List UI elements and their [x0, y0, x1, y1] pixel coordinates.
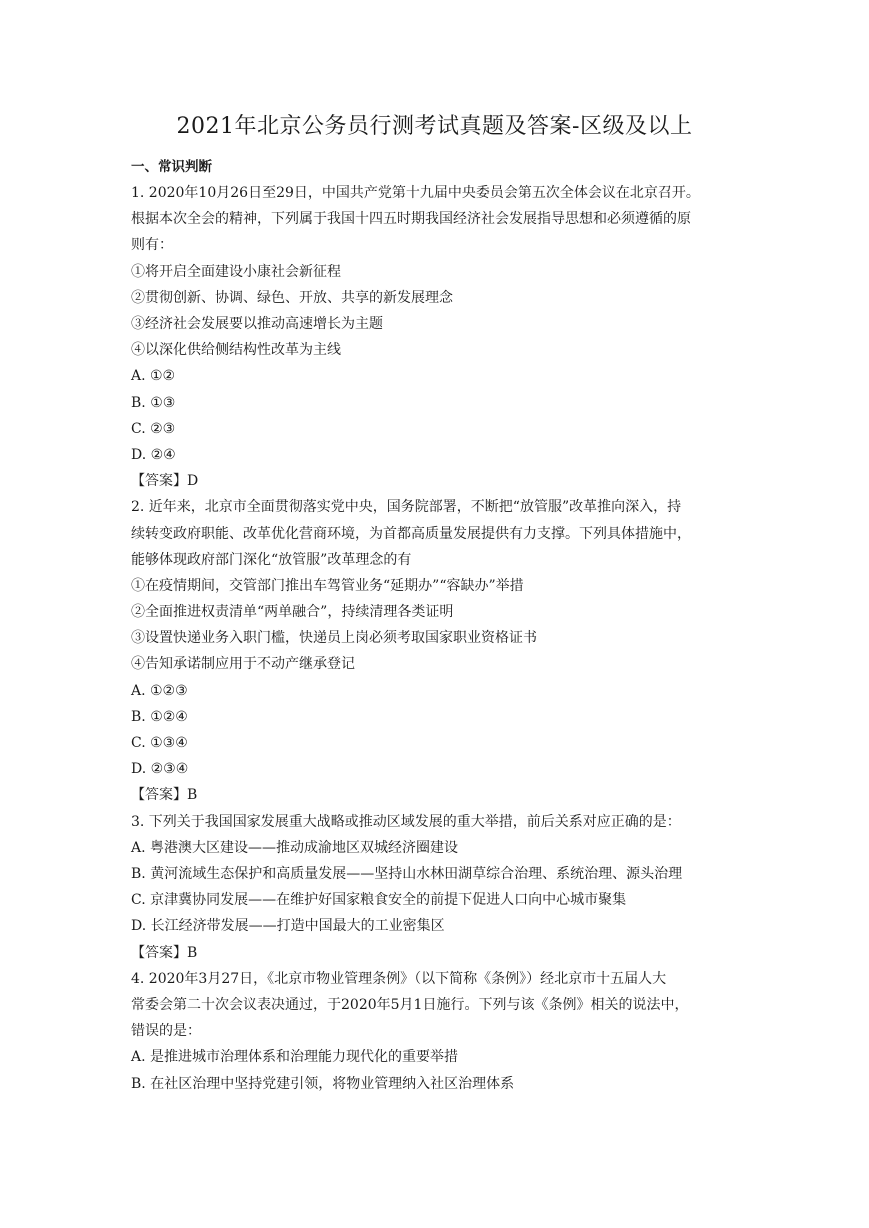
answer-option: B. ①③ [131, 394, 176, 411]
section-heading: 一、常识判断 [131, 159, 212, 175]
answer-key: 【答案】D [131, 473, 199, 490]
question-1 [131, 180, 743, 494]
answer-key: 【答案】B [131, 944, 198, 961]
answer-option: B. 在社区治理中坚持党建引领，将物业管理纳入社区治理体系 [131, 1075, 515, 1092]
answer-option: A. 粤港澳大区建设——推动成渝地区双城经济圈建设 [131, 839, 459, 856]
question-statement: ③经济社会发展要以推动高速增长为主题 [131, 315, 383, 332]
document-title: 2021年北京公务员行测考试真题及答案-区级及以上 [176, 114, 693, 139]
question-2 [131, 494, 743, 808]
answer-option: A. ①② [131, 368, 176, 385]
question-statement: ②全面推进权责清单“两单融合”，持续清理各类证明 [131, 604, 454, 621]
question-stem-line: 1. 2020年10月26日至29日，中国共产党第十九届中央委员会第五次全体会议在北京召开。 [131, 185, 700, 201]
question-stem-line: 根据本次全会的精神，下列属于我国十四五时期我国经济社会发展指导思想和必须遵循的原 [131, 211, 691, 228]
question-stem-line: 常委会第二十次会议表决通过，于2020年5月1日施行。下列与该《条例》相关的说法中， [131, 996, 689, 1013]
answer-option: D. 长江经济带发展——打造中国最大的工业密集区 [131, 918, 445, 935]
question-statement: ④告知承诺制应用于不动产继承登记 [131, 656, 355, 673]
answer-option: A. ①②③ [131, 682, 188, 699]
answer-option: B. ①②④ [131, 708, 188, 725]
answer-option: C. ①③④ [131, 735, 188, 752]
question-stem-line: 3. 下列关于我国国家发展重大战略或推动区域发展的重大举措，前后关系对应正确的是： [131, 813, 681, 830]
question-stem-line: 能够体现政府部门深化“放管服”改革理念的有 [131, 551, 412, 568]
question-statement: ④以深化供给侧结构性改革为主线 [131, 342, 341, 359]
question-statement: ③设置快递业务入职门槛，快递员上岗必须考取国家职业资格证书 [131, 630, 537, 647]
question-stem-line: 4. 2020年3月27日，《北京市物业管理条例》（以下简称《条例》）经北京市十五届人大 [131, 970, 667, 987]
question-3 [131, 809, 743, 966]
question-stem-line: 则有： [131, 237, 173, 254]
question-statement: ①在疫情期间，交管部门推出车驾管业务“延期办”“容缺办”举措 [131, 577, 524, 594]
question-statement: ②贯彻创新、协调、绿色、开放、共享的新发展理念 [131, 289, 453, 306]
answer-option: D. ②④ [131, 446, 176, 463]
answer-option: D. ②③④ [131, 761, 189, 778]
answer-option: B. 黄河流域生态保护和高质量发展——坚持山水林田湖草综合治理、系统治理、源头治理 [131, 865, 683, 882]
question-stem-line: 错误的是： [131, 1023, 201, 1040]
document-body [131, 154, 743, 1097]
question-stem-line: 2. 近年来，北京市全面贯彻落实党中央，国务院部署，不断把“放管服”改革推向深入，持 [131, 499, 682, 516]
question-statement: ①将开启全面建设小康社会新征程 [131, 263, 341, 280]
question-4 [131, 966, 743, 1097]
answer-option: C. 京津冀协同发展——在维护好国家粮食安全的前提下促进人口向中心城市聚集 [131, 892, 627, 909]
answer-option: C. ②③ [131, 420, 176, 437]
question-stem-line: 续转变政府职能、改革优化营商环境，为首都高质量发展提供有力支撑。下列具体措施中， [131, 525, 691, 542]
answer-option: A. 是推进城市治理体系和治理能力现代化的重要举措 [131, 1049, 459, 1066]
answer-key: 【答案】B [131, 787, 198, 804]
